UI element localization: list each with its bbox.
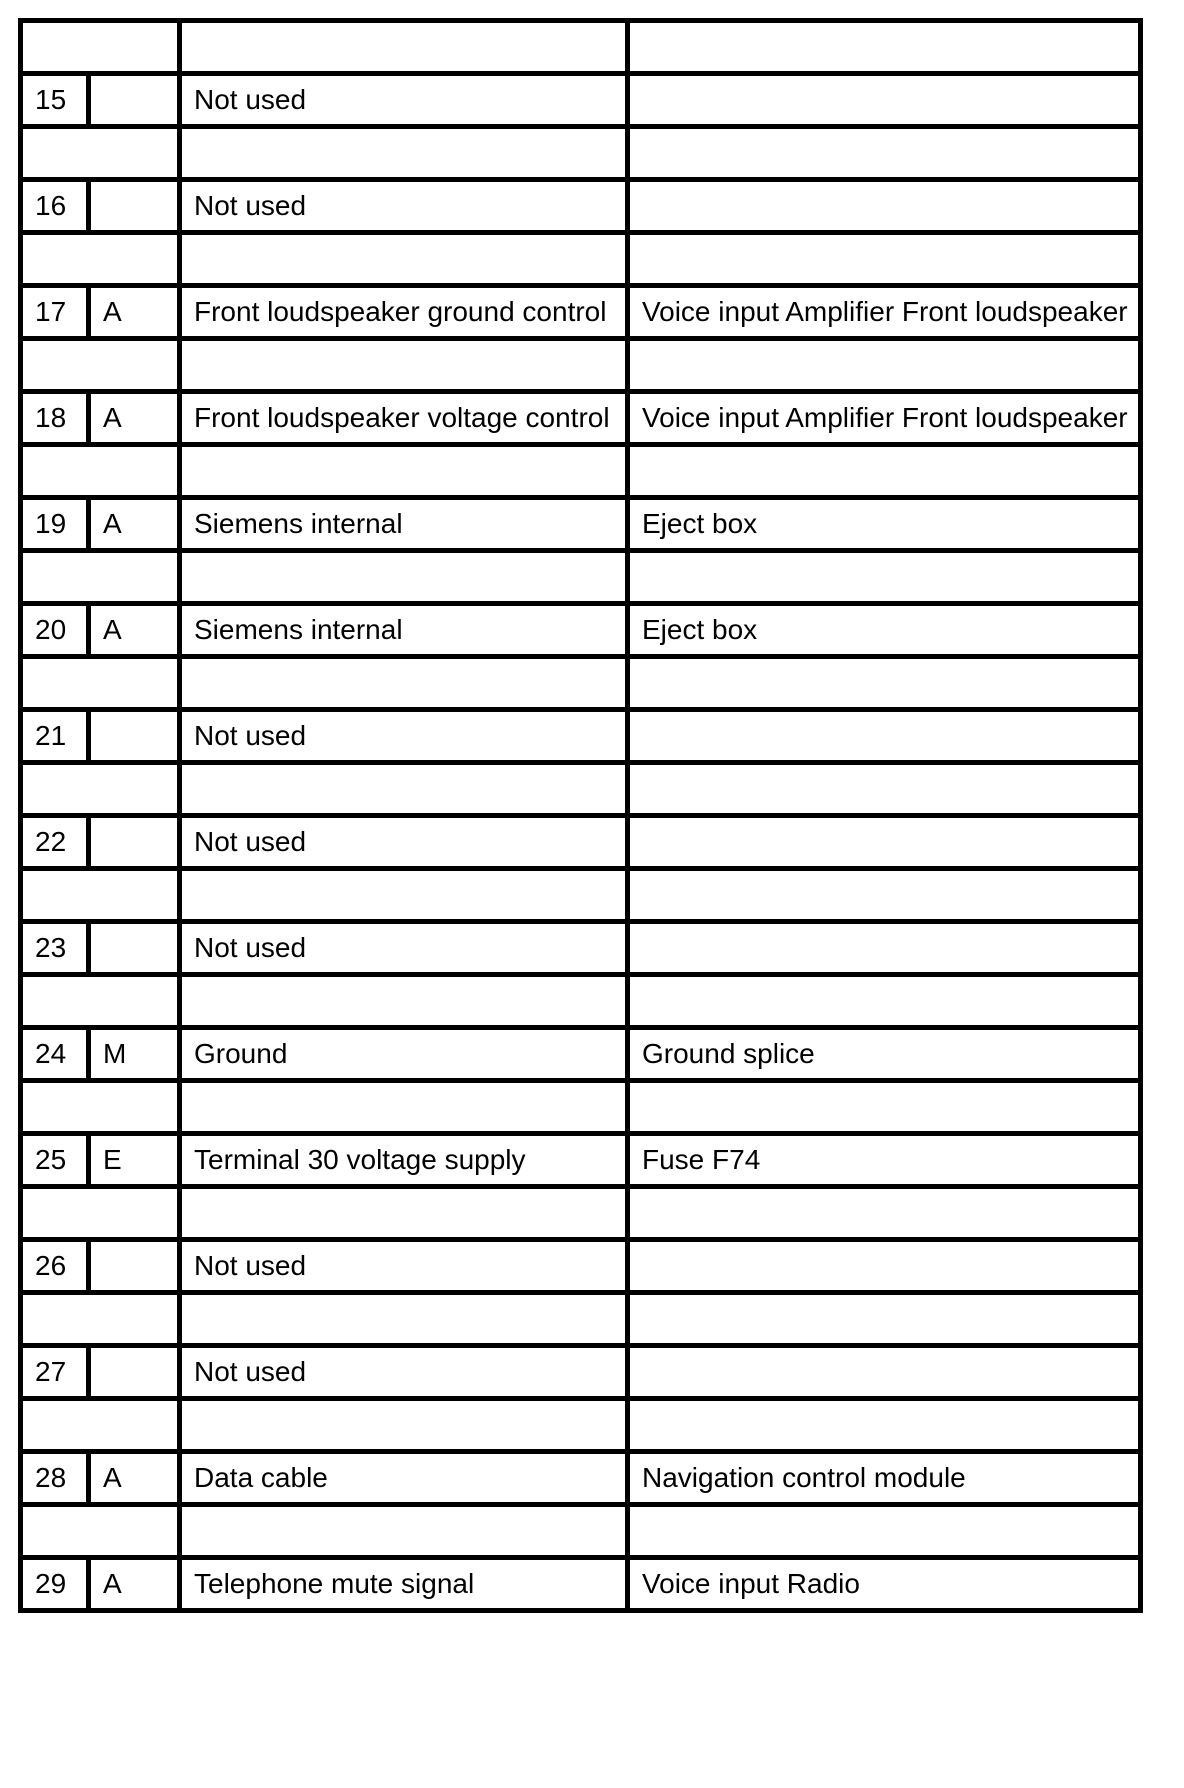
pin-number-cell: 26 [21, 1240, 89, 1293]
spacer-cell [180, 1081, 628, 1134]
spacer-cell [180, 551, 628, 604]
description-cell: Not used [180, 1346, 628, 1399]
spacer-cell [21, 1081, 180, 1134]
table-body [21, 21, 1141, 1611]
spacer-cell [180, 445, 628, 498]
spacer-cell [628, 21, 1141, 74]
spacer-cell [180, 127, 628, 180]
table-row [21, 1028, 1141, 1081]
spacer-row [21, 127, 1141, 180]
spacer-row [21, 1505, 1141, 1558]
signal-type-cell: E [89, 1134, 180, 1187]
spacer-cell [628, 1399, 1141, 1452]
pin-number-cell: 22 [21, 816, 89, 869]
destination-cell [628, 180, 1141, 233]
spacer-cell [21, 1187, 180, 1240]
spacer-cell [21, 869, 180, 922]
spacer-cell [180, 1399, 628, 1452]
spacer-cell [180, 1293, 628, 1346]
destination-cell: Voice input Amplifier Front loudspeaker [628, 392, 1141, 445]
spacer-cell [21, 127, 180, 180]
spacer-cell [180, 1505, 628, 1558]
spacer-cell [21, 657, 180, 710]
pin-number-cell: 21 [21, 710, 89, 763]
spacer-cell [180, 869, 628, 922]
pin-number-cell: 17 [21, 286, 89, 339]
destination-cell: Eject box [628, 498, 1141, 551]
spacer-cell [21, 21, 180, 74]
pin-number-cell: 24 [21, 1028, 89, 1081]
destination-cell: Ground splice [628, 1028, 1141, 1081]
description-cell: Front loudspeaker voltage control [180, 392, 628, 445]
destination-cell: Voice input Radio [628, 1558, 1141, 1611]
spacer-row [21, 21, 1141, 74]
destination-cell [628, 816, 1141, 869]
spacer-cell [180, 763, 628, 816]
spacer-cell [21, 551, 180, 604]
signal-type-cell: M [89, 1028, 180, 1081]
spacer-cell [628, 233, 1141, 286]
signal-type-cell: A [89, 604, 180, 657]
description-cell: Terminal 30 voltage supply [180, 1134, 628, 1187]
signal-type-cell [89, 1346, 180, 1399]
signal-type-cell: A [89, 1452, 180, 1505]
signal-type-cell [89, 710, 180, 763]
signal-type-cell: A [89, 498, 180, 551]
spacer-cell [628, 445, 1141, 498]
pin-number-cell: 29 [21, 1558, 89, 1611]
spacer-cell [628, 1293, 1141, 1346]
description-cell: Not used [180, 180, 628, 233]
spacer-row [21, 1293, 1141, 1346]
pin-number-cell: 25 [21, 1134, 89, 1187]
spacer-cell [21, 1505, 180, 1558]
spacer-row [21, 763, 1141, 816]
signal-type-cell: A [89, 392, 180, 445]
destination-cell: Navigation control module [628, 1452, 1141, 1505]
table-row [21, 74, 1141, 127]
spacer-row [21, 657, 1141, 710]
signal-type-cell [89, 1240, 180, 1293]
spacer-cell [180, 975, 628, 1028]
spacer-cell [21, 339, 180, 392]
table-row [21, 1346, 1141, 1399]
spacer-row [21, 975, 1141, 1028]
signal-type-cell [89, 922, 180, 975]
description-cell: Data cable [180, 1452, 628, 1505]
spacer-cell [628, 127, 1141, 180]
pin-number-cell: 28 [21, 1452, 89, 1505]
spacer-cell [628, 763, 1141, 816]
spacer-cell [21, 445, 180, 498]
table-row [21, 922, 1141, 975]
destination-cell: Fuse F74 [628, 1134, 1141, 1187]
table-row [21, 286, 1141, 339]
pin-number-cell: 16 [21, 180, 89, 233]
table-row [21, 1558, 1141, 1611]
description-cell: Siemens internal [180, 498, 628, 551]
spacer-cell [628, 1187, 1141, 1240]
spacer-row [21, 551, 1141, 604]
signal-type-cell: A [89, 286, 180, 339]
spacer-cell [180, 21, 628, 74]
destination-cell [628, 74, 1141, 127]
pin-number-cell: 19 [21, 498, 89, 551]
spacer-cell [21, 1399, 180, 1452]
spacer-cell [628, 1505, 1141, 1558]
signal-type-cell [89, 816, 180, 869]
table-row [21, 1134, 1141, 1187]
description-cell: Siemens internal [180, 604, 628, 657]
spacer-cell [628, 869, 1141, 922]
spacer-cell [21, 763, 180, 816]
spacer-row [21, 339, 1141, 392]
spacer-cell [21, 233, 180, 286]
destination-cell [628, 922, 1141, 975]
signal-type-cell: A [89, 1558, 180, 1611]
description-cell: Not used [180, 922, 628, 975]
spacer-cell [628, 339, 1141, 392]
pin-number-cell: 23 [21, 922, 89, 975]
destination-cell: Voice input Amplifier Front loudspeaker [628, 286, 1141, 339]
pin-number-cell: 15 [21, 74, 89, 127]
spacer-cell [21, 975, 180, 1028]
spacer-cell [180, 339, 628, 392]
pin-number-cell: 18 [21, 392, 89, 445]
spacer-row [21, 869, 1141, 922]
table-row [21, 180, 1141, 233]
spacer-cell [628, 1081, 1141, 1134]
pin-number-cell: 27 [21, 1346, 89, 1399]
description-cell: Ground [180, 1028, 628, 1081]
spacer-cell [21, 1293, 180, 1346]
table-row [21, 392, 1141, 445]
description-cell: Not used [180, 710, 628, 763]
spacer-cell [628, 551, 1141, 604]
table-row [21, 604, 1141, 657]
table-row [21, 1452, 1141, 1505]
destination-cell [628, 710, 1141, 763]
spacer-cell [180, 233, 628, 286]
spacer-row [21, 1081, 1141, 1134]
description-cell: Telephone mute signal [180, 1558, 628, 1611]
table-row [21, 498, 1141, 551]
destination-cell: Eject box [628, 604, 1141, 657]
pin-assignment-table [18, 18, 1143, 1613]
description-cell: Not used [180, 1240, 628, 1293]
spacer-cell [628, 975, 1141, 1028]
description-cell: Not used [180, 74, 628, 127]
spacer-cell [180, 657, 628, 710]
signal-type-cell [89, 74, 180, 127]
table-row [21, 816, 1141, 869]
table-row [21, 710, 1141, 763]
spacer-row [21, 1399, 1141, 1452]
spacer-cell [628, 657, 1141, 710]
description-cell: Not used [180, 816, 628, 869]
spacer-row [21, 1187, 1141, 1240]
table-row [21, 1240, 1141, 1293]
spacer-row [21, 233, 1141, 286]
signal-type-cell [89, 180, 180, 233]
spacer-row [21, 445, 1141, 498]
spacer-cell [180, 1187, 628, 1240]
destination-cell [628, 1346, 1141, 1399]
description-cell: Front loudspeaker ground control [180, 286, 628, 339]
pin-number-cell: 20 [21, 604, 89, 657]
destination-cell [628, 1240, 1141, 1293]
